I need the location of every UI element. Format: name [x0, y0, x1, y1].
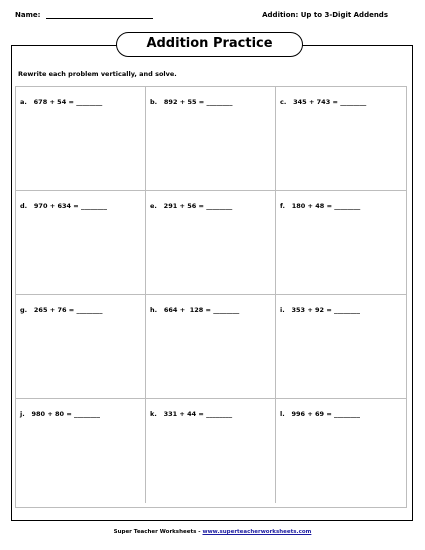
problem-cell: [276, 191, 406, 295]
problem-text: k. 331 + 44 = ________: [150, 410, 233, 418]
problem-text: e. 291 + 56 = ________: [150, 202, 233, 210]
problem-text: l. 996 + 69 = ________: [280, 410, 361, 418]
name-blank-line: [46, 18, 153, 19]
problem-cell: [146, 87, 276, 191]
problem-cell: [16, 191, 146, 295]
worksheet-topic: Addition: Up to 3-Digit Addends: [262, 11, 388, 19]
problem-cell: [276, 295, 406, 399]
problem-text: c. 345 + 743 = ________: [280, 98, 367, 106]
problem-text: a. 678 + 54 = ________: [20, 98, 103, 106]
problem-cell: [16, 399, 146, 503]
footer: [0, 529, 425, 535]
problem-grid: [15, 86, 407, 508]
name-label: Name:: [15, 11, 41, 19]
instructions: Rewrite each problem vertically, and solve.: [18, 70, 177, 78]
problem-text: d. 970 + 634 = ________: [20, 202, 107, 210]
problem-text: b. 892 + 55 = ________: [150, 98, 233, 106]
problem-cell: [146, 399, 276, 503]
problem-cell: [276, 87, 406, 191]
footer-credit: Super Teacher Worksheets -: [113, 529, 203, 535]
problem-text: h. 664 + 128 = ________: [150, 306, 240, 314]
problem-cell: [16, 295, 146, 399]
problem-cell: [16, 87, 146, 191]
problem-text: j. 980 + 80 = ________: [20, 410, 101, 418]
worksheet-title: Addition Practice: [116, 32, 303, 57]
problem-cell: [276, 399, 406, 503]
footer-website-link[interactable]: www.superteacherworksheets.com: [202, 529, 312, 535]
problem-text: f. 180 + 48 = ________: [280, 202, 361, 210]
problem-text: g. 265 + 76 = ________: [20, 306, 103, 314]
problem-text: i. 353 + 92 = ________: [280, 306, 361, 314]
problem-cell: [146, 191, 276, 295]
problem-cell: [146, 295, 276, 399]
